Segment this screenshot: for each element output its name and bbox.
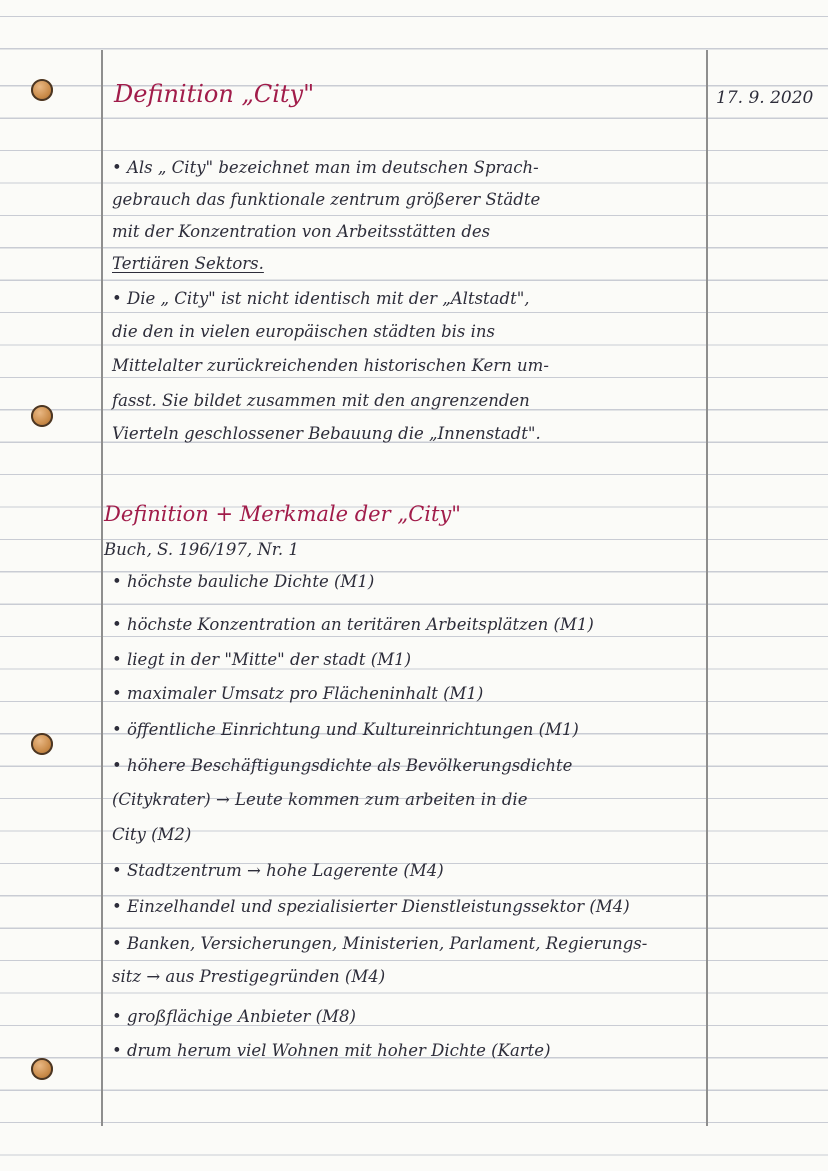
text-line: fasst. Sie bildet zusammen mit den angrenzenden	[112, 391, 530, 410]
right-margin-line	[706, 50, 708, 1126]
list-item: • höchste Konzentration an teritären Arbeitsplätzen (M1)	[112, 615, 594, 634]
list-item: • Stadtzentrum → hohe Lagerente (M4)	[112, 861, 444, 880]
list-item: (Citykrater) → Leute kommen zum arbeiten in die	[112, 790, 528, 809]
date-label: 17. 9. 2020	[716, 88, 814, 108]
list-item: • maximaler Umsatz pro Flächeninhalt (M1)	[112, 684, 484, 703]
list-item: • großflächige Anbieter (M8)	[112, 1007, 356, 1026]
text-line: mit der Konzentration von Arbeitsstätten des	[112, 222, 491, 241]
page-title: Definition „City"	[114, 80, 315, 108]
left-margin-line	[101, 50, 103, 1126]
list-item: • Banken, Versicherungen, Ministerien, Parlament, Regierungs-	[112, 934, 648, 953]
text-line: die den in vielen europäischen städten bis ins	[112, 322, 496, 341]
punch-hole-1	[31, 79, 53, 101]
list-item: • drum herum viel Wohnen mit hoher Dichte (Karte)	[112, 1041, 551, 1060]
text-line: • Als „ City" bezeichnet man im deutschen Sprach-	[112, 158, 539, 177]
text-line: Vierteln geschlossener Bebauung die „Innenstadt".	[112, 424, 541, 443]
list-item: • öffentliche Einrichtung und Kultureinrichtungen (M1)	[112, 720, 579, 739]
list-item: • höhere Beschäftigungsdichte als Bevölkerungsdichte	[112, 756, 573, 775]
punch-hole-2	[31, 405, 53, 427]
list-item: • Einzelhandel und spezialisierter Dienstleistungssektor (M4)	[112, 897, 630, 916]
list-item: sitz → aus Prestigegründen (M4)	[112, 967, 386, 986]
section-title: Definition + Merkmale der „City"	[104, 502, 461, 526]
punch-hole-3	[31, 733, 53, 755]
text-line: Mittelalter zurückreichenden historischen Kern um-	[112, 356, 549, 375]
list-item: City (M2)	[112, 825, 192, 844]
text-line: gebrauch das funktionale zentrum größerer Städte	[112, 190, 541, 209]
source-reference: Buch, S. 196/197, Nr. 1	[104, 540, 299, 559]
punch-hole-4	[31, 1058, 53, 1080]
list-item: • liegt in der "Mitte" der stadt (M1)	[112, 650, 412, 669]
text-line: • Die „ City" ist nicht identisch mit der „Altstadt",	[112, 289, 530, 308]
list-item: • höchste bauliche Dichte (M1)	[112, 572, 375, 591]
text-line: Tertiären Sektors.	[112, 254, 264, 273]
